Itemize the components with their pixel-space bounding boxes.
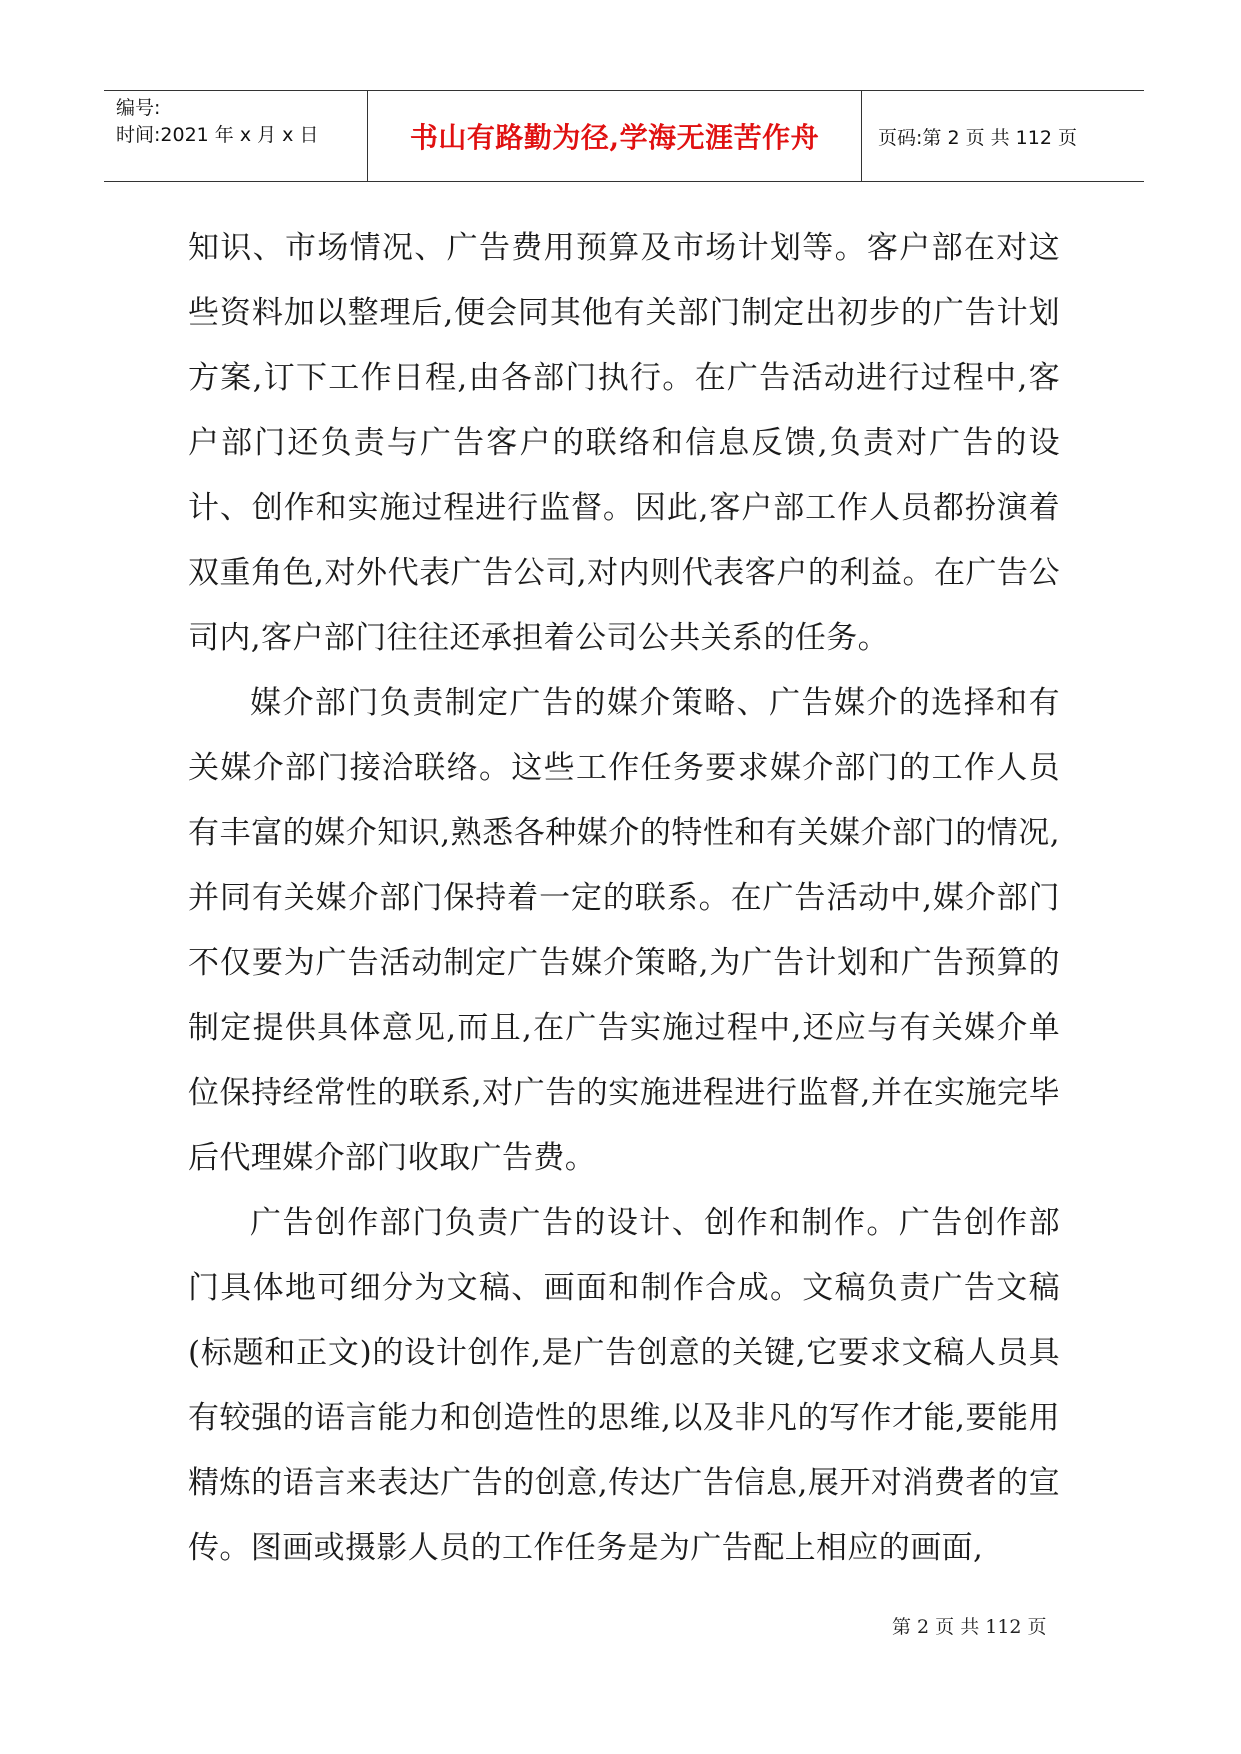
paragraph-3: 广告创作部门负责广告的设计、创作和制作。广告创作部门具体地可细分为文稿、画面和制作合成。文稿负责广告文稿(标题和正文)的设计创作,是广告创意的关键,它要求文稿人员具有较强的语言能力和创造性的思维,以及非凡的写作才能,要能用精炼的语言来表达广告的创意,传达广告信息,展开对消费者的宣传。图画或摄影人员的工作任务是为广告配上相应的画面,: [188, 1205, 1060, 1566]
number-label: 编号:: [116, 97, 161, 119]
header-meta: [104, 91, 368, 181]
header-page-label: 页码:第 2 页 共 112 页: [878, 126, 1077, 149]
header-motto: 书山有路勤为径,学海无涯苦作舟: [368, 91, 862, 181]
page-footer: 第 2 页 共 112 页: [892, 1616, 1047, 1638]
paragraph-1: 知识、市场情况、广告费用预算及市场计划等。客户部在对这些资料加以整理后,便会同其他有关部门制定出初步的广告计划方案,订下工作日程,由各部门执行。在广告活动进行过程中,客户部门还负责与广告客户的联络和信息反馈,负责对广告的设计、创作和实施过程进行监督。因此,客户部工作人员都扮演着双重角色,对外代表广告公司,对内则代表客户的利益。在广告公司内,客户部门往往还承担着公司公共关系的任务。: [188, 230, 1060, 656]
time-label: 时间:2021 年 x 月 x 日: [116, 124, 319, 146]
page-header: [104, 90, 1144, 182]
document-body: [188, 216, 1060, 1581]
paragraph-2: 媒介部门负责制定广告的媒介策略、广告媒介的选择和有关媒介部门接洽联络。这些工作任务要求媒介部门的工作人员有丰富的媒介知识,熟悉各种媒介的特性和有关媒介部门的情况,并同有关媒介部门保持着一定的联系。在广告活动中,媒介部门不仅要为广告活动制定广告媒介策略,为广告计划和广告预算的制定提供具体意见,而且,在广告实施过程中,还应与有关媒介单位保持经常性的联系,对广告的实施进程进行监督,并在实施完毕后代理媒介部门收取广告费。: [188, 685, 1060, 1176]
